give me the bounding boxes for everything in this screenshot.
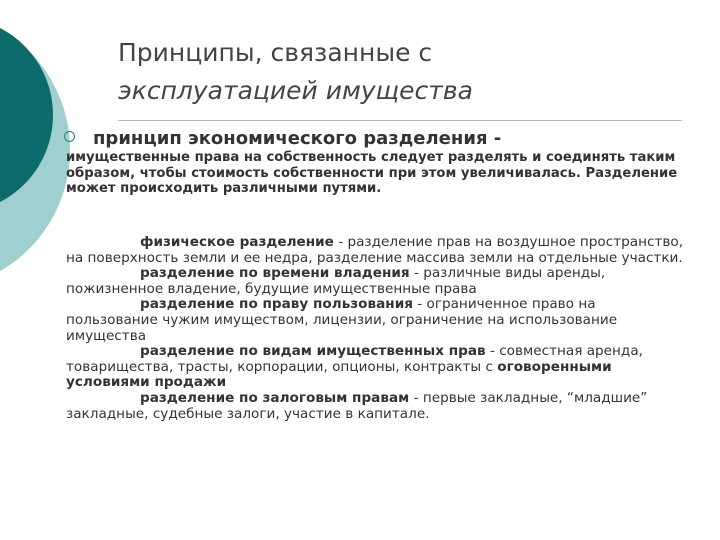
item-term: физическое разделение: [140, 234, 334, 250]
title-line-2: эксплуатацией имущества: [118, 76, 473, 105]
item-text: ограниченное право на пользование чужим имуществом, лицензии, ограничение на использование имущества: [66, 296, 618, 344]
title-line-1: Принципы, связанные с: [118, 38, 433, 67]
item-term-secondary: оговоренными условиями продажи: [66, 358, 612, 391]
item-text: разделение прав на воздушное пространство, на поверхность земли и ее недра, разделение массива земли на отдельные участки.: [66, 234, 684, 266]
principle-body: имущественные права на собственность следует разделять и соединять таким образом, чтобы стоимость собственности при этом увеличивалась. Разделение может происходить различными путями.: [66, 150, 678, 196]
list-item: разделение по видам имущественных прав - совместная аренда, товарищества, трасты, корпорации, опционы, контракты с оговоренными условиями продажи: [66, 343, 643, 391]
main-principle: [66, 128, 686, 197]
item-term: разделение по времени владения: [140, 265, 410, 282]
list-item: физическое разделение - разделение прав на воздушное пространство, на поверхность земли и ее недра, разделение массива земли на отдельные участки.: [66, 234, 684, 266]
item-text: первые закладные, “младшие” закладные, судебные залоги, участие в капитале.: [66, 389, 648, 422]
item-term: разделение по видам имущественных прав: [140, 343, 486, 360]
item-text: различные виды аренды, пожизненное владение, будущие имущественные права: [66, 265, 606, 297]
circle-bullet-icon: [64, 131, 75, 142]
principle-heading-line: [64, 128, 686, 150]
slide-title: [118, 34, 678, 110]
item-term: разделение по праву пользования: [140, 296, 413, 313]
list-item: разделение по времени владения - различные виды аренды, пожизненное владение, будущие имущественные права: [66, 265, 606, 297]
item-text: совместная аренда, товарищества, трасты, корпорации, опционы, контракты с: [66, 343, 643, 375]
list-item: разделение по залоговым правам - первые закладные, “младшие” закладные, судебные залоги, участие в капитале.: [66, 389, 648, 422]
decorative-circles: [0, 0, 70, 300]
division-list: [66, 235, 686, 422]
principle-dash: -: [487, 128, 502, 149]
principle-heading: принцип экономического разделения: [93, 128, 488, 149]
title-divider: [118, 120, 682, 121]
list-item: разделение по праву пользования - ограниченное право на пользование чужим имуществом, лицензии, ограничение на использование имущества: [66, 296, 618, 344]
item-term: разделение по залоговым правам: [140, 389, 410, 406]
